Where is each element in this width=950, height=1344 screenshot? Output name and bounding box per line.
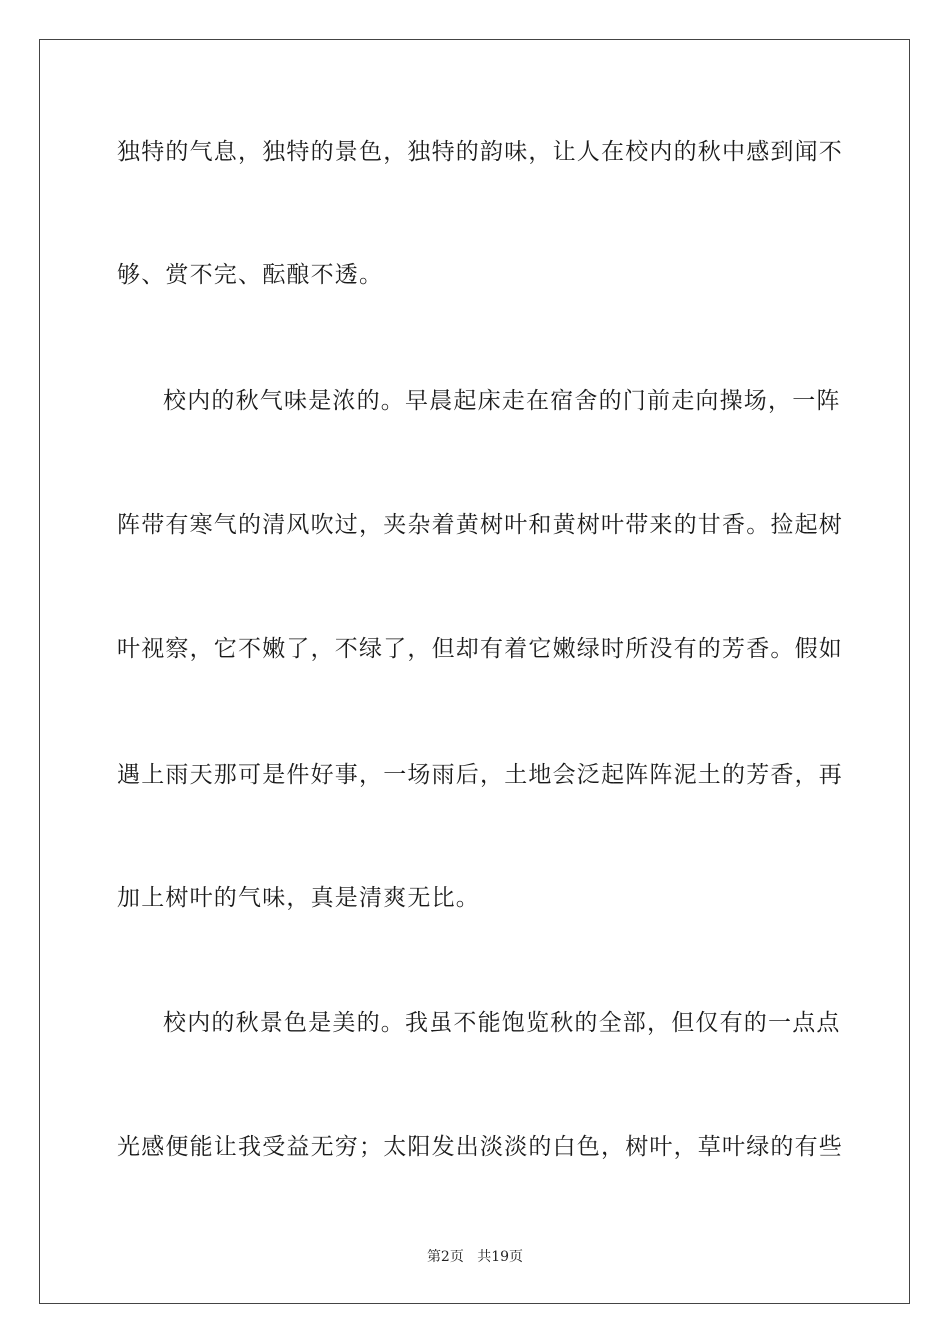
body-text-line: 加上树叶的气味，真是清爽无比。 <box>117 885 480 911</box>
paragraph-first-line: 校内的秋景色是美的。我虽不能饱览秋的全部，但仅有的一点点 <box>163 1010 841 1036</box>
page-footer <box>0 1248 950 1266</box>
body-text-line: 遇上雨天那可是件好事，一场雨后，土地会泛起阵阵泥土的芳香，再 <box>117 762 843 788</box>
paragraph-first-line: 校内的秋气味是浓的。早晨起床走在宿舍的门前走向操场，一阵 <box>163 388 841 414</box>
body-text-line: 够、赏不完、酝酿不透。 <box>117 262 384 288</box>
page-number: 第2页 <box>426 1249 464 1265</box>
page-border <box>39 39 910 1304</box>
body-text-line: 独特的气息，独特的景色，独特的韵味，让人在校内的秋中感到闻不 <box>117 139 843 165</box>
body-text-line: 阵带有寒气的清风吹过，夹杂着黄树叶和黄树叶带来的甘香。捡起树 <box>117 512 843 538</box>
page-total: 共19页 <box>477 1249 524 1265</box>
body-text-line: 叶视察，它不嫩了，不绿了，但却有着它嫩绿时所没有的芳香。假如 <box>117 636 843 662</box>
body-text-line: 光感便能让我受益无穷；太阳发出淡淡的白色，树叶，草叶绿的有些 <box>117 1134 843 1160</box>
